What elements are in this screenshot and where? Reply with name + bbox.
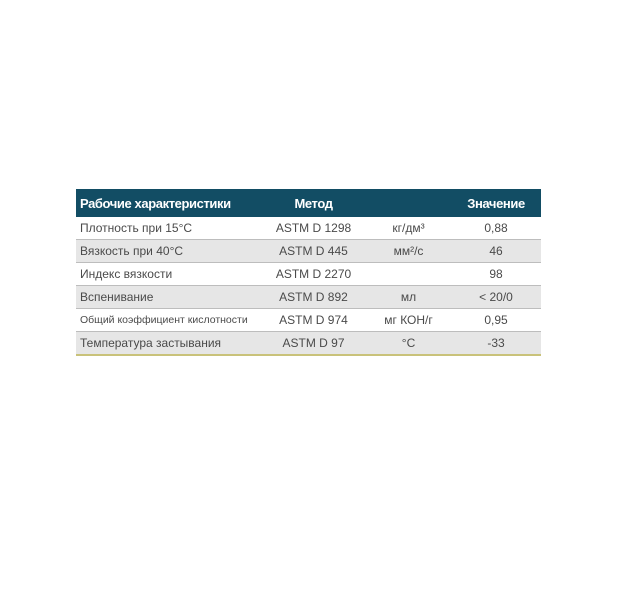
row-unit: мм²/с [366, 240, 451, 263]
row-method: ASTM D 974 [261, 309, 366, 332]
row-value: -33 [451, 332, 541, 356]
table-header [76, 189, 541, 217]
header-unit [366, 189, 451, 217]
header-method: Метод [261, 189, 366, 217]
row-name: Плотность при 15°C [80, 221, 193, 235]
table-row [76, 263, 541, 286]
row-method: ASTM D 1298 [275, 221, 352, 235]
row-value: 98 [451, 263, 541, 286]
row-unit: мг КОН/г [366, 309, 451, 332]
table-row [76, 286, 541, 309]
header-value: Значение [451, 189, 541, 217]
row-value: 46 [451, 240, 541, 263]
row-name: Температура застывания [76, 332, 261, 356]
row-method: ASTM D 445 [261, 240, 366, 263]
row-name: Индекс вязкости [76, 263, 261, 286]
row-value: 0,88 [484, 221, 508, 235]
row-unit: °C [366, 332, 451, 356]
header-characteristics: Рабочие характеристики [76, 189, 261, 217]
row-unit: мл [366, 286, 451, 309]
header-row [76, 189, 541, 217]
table-body [76, 217, 541, 355]
table-row [76, 240, 541, 263]
row-name: Вязкость при 40°C [76, 240, 261, 263]
row-value: < 20/0 [451, 286, 541, 309]
row-value: 0,95 [451, 309, 541, 332]
specifications-table [76, 189, 541, 356]
row-unit: кг/дм³ [392, 221, 425, 235]
row-name: Общий коэффициент кислотности [76, 309, 261, 332]
row-unit [366, 263, 451, 286]
row-method: ASTM D 97 [261, 332, 366, 356]
row-name: Вспенивание [76, 286, 261, 309]
row-method: ASTM D 892 [261, 286, 366, 309]
row-method: ASTM D 2270 [261, 263, 366, 286]
table-row [76, 332, 541, 356]
table-row [76, 309, 541, 332]
table-row [76, 217, 541, 240]
